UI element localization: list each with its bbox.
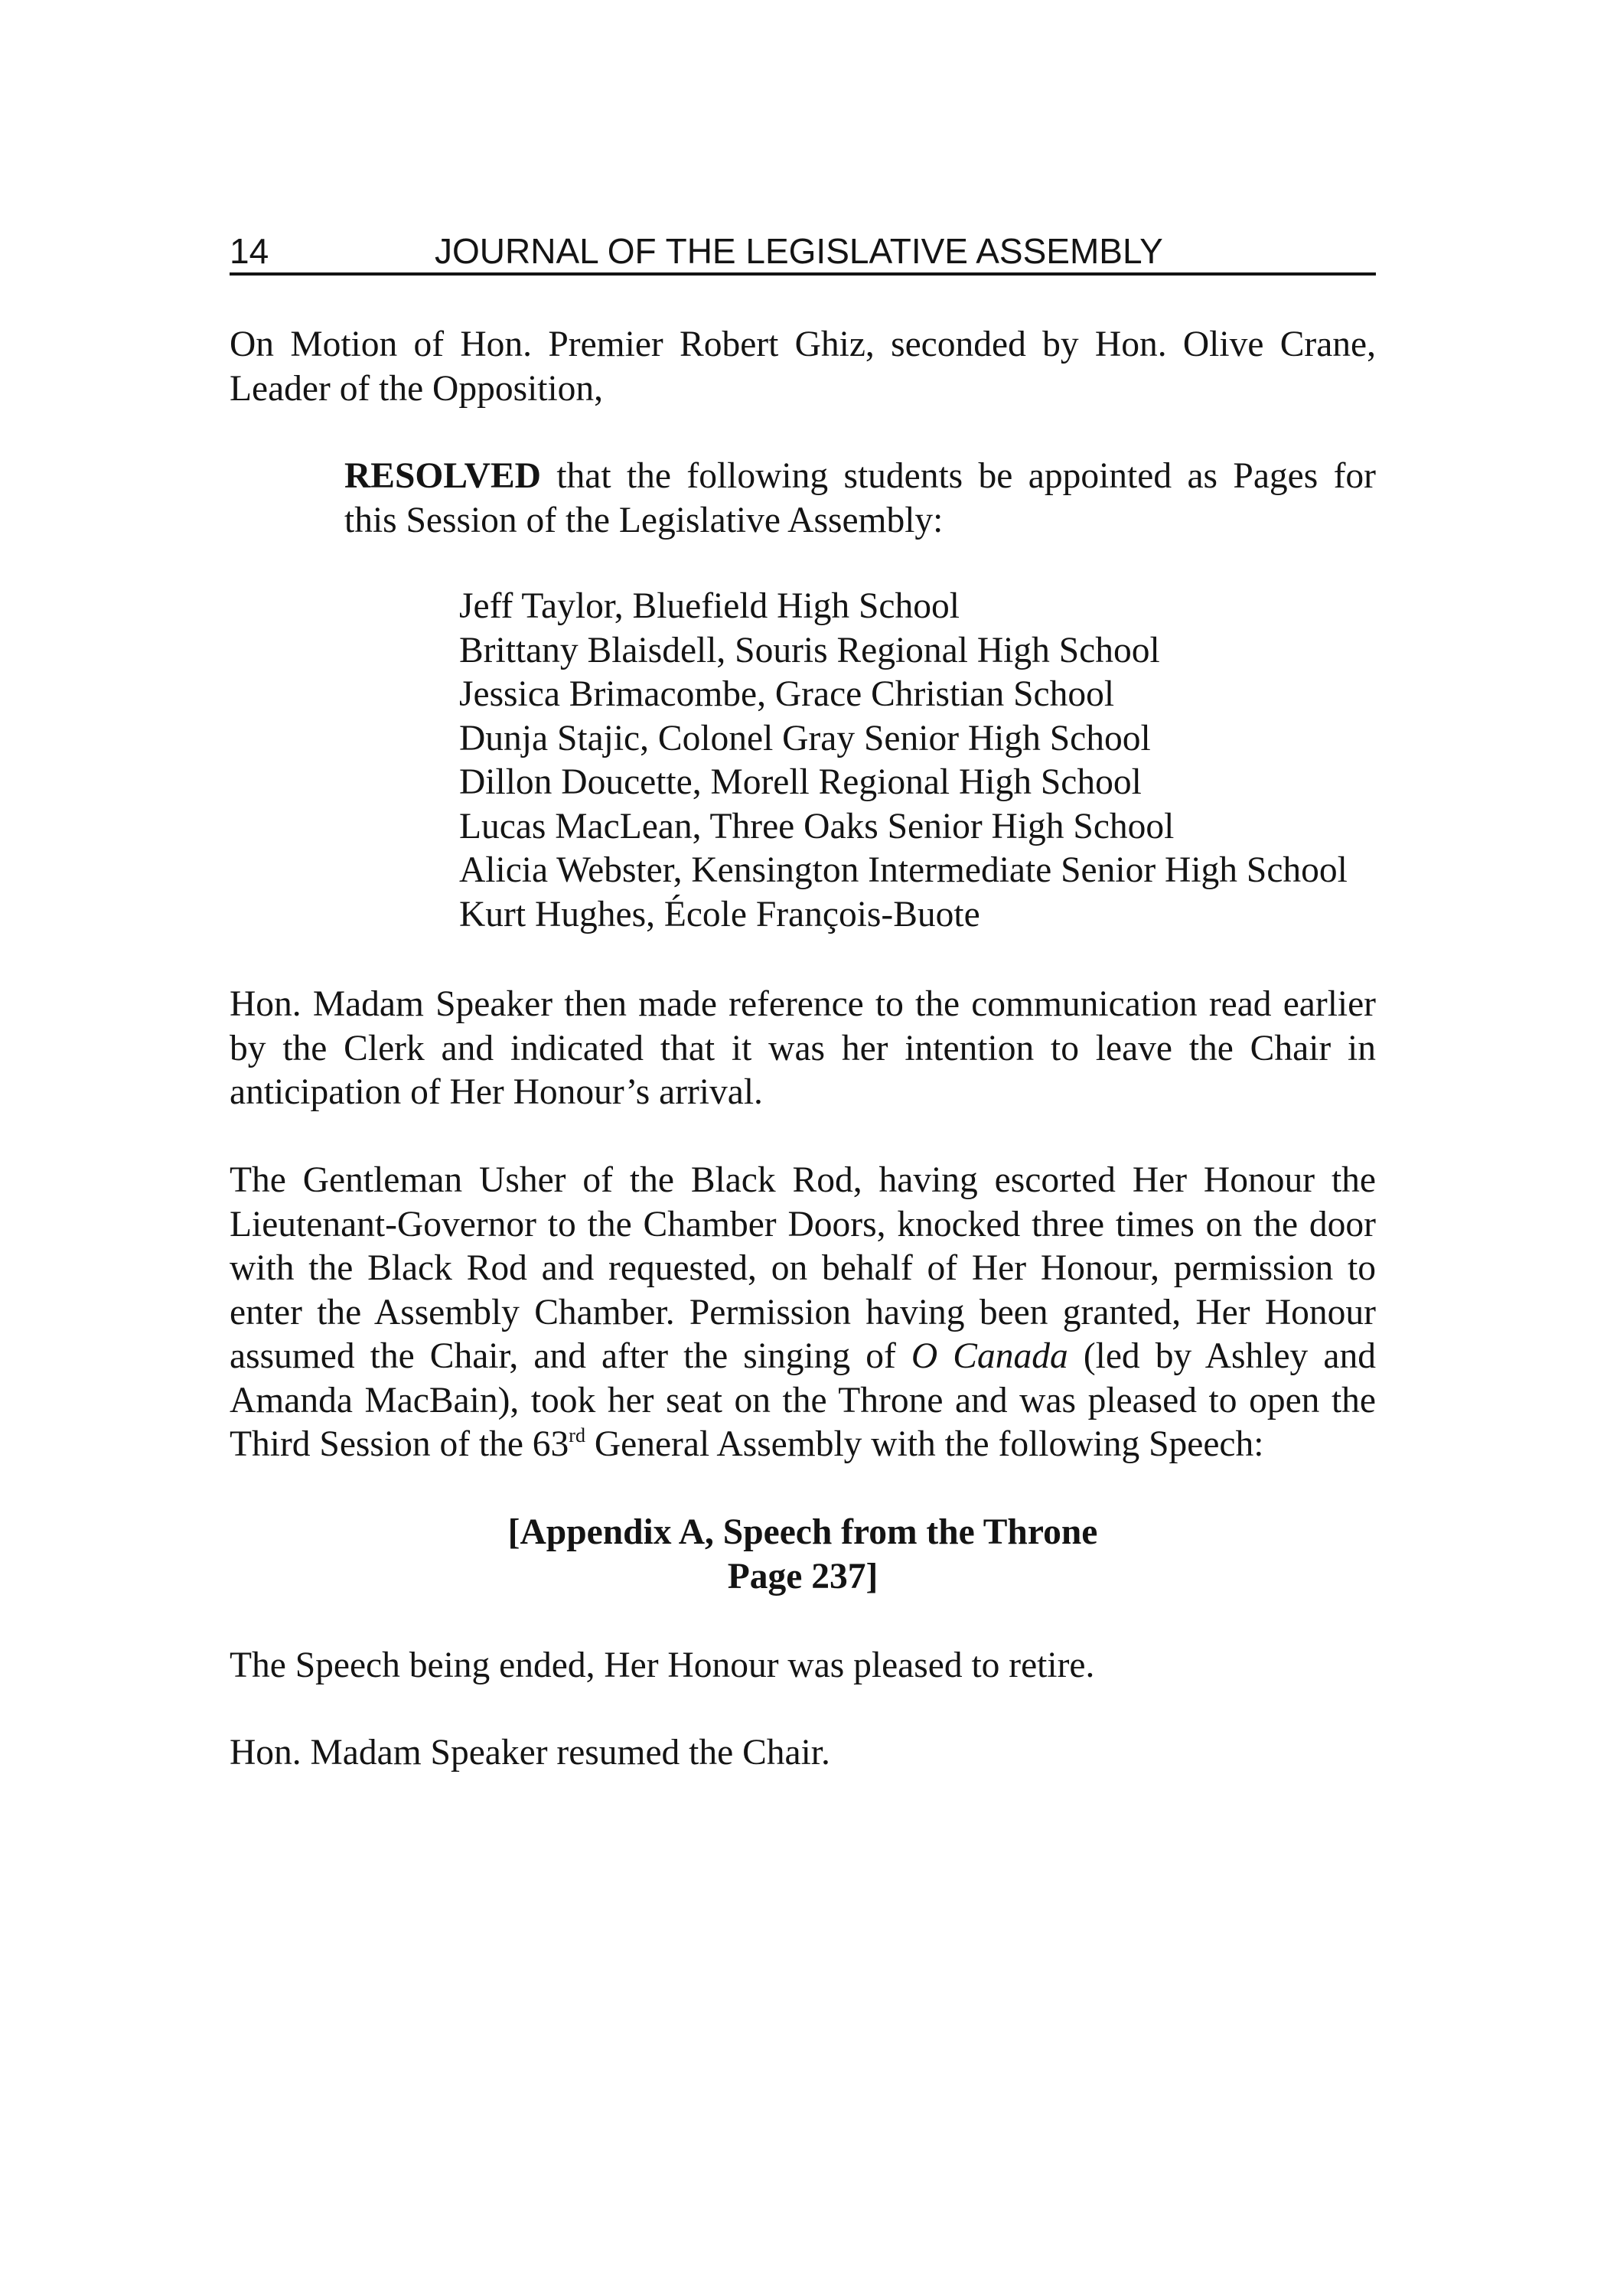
usher-text-part3: General Assembly with the following Speech: xyxy=(585,1424,1264,1464)
resolved-keyword: RESOLVED xyxy=(344,456,541,496)
speaker-reference-paragraph: Hon. Madam Speaker then made reference to the communication read earlier by the Clerk and indicated that it was her intention to leave the Chair in anticipation of Her Honour’s arrival. xyxy=(230,984,1376,1112)
usher-paragraph xyxy=(230,1159,1376,1467)
list-item: Alicia Webster, Kensington Intermediate Senior High School xyxy=(459,850,1348,890)
list-item: Kurt Hughes, École François-Buote xyxy=(459,894,980,934)
resolved-paragraph xyxy=(344,455,1376,543)
list-item: Lucas MacLean, Three Oaks Senior High School xyxy=(459,806,1175,846)
pages-list xyxy=(459,585,1377,937)
resolved-text: that the following students be appointed as Pages for this Session of the Legislative Assembly: xyxy=(344,456,1376,540)
usher-text-part1: The Gentleman Usher of the Black Rod, having escorted Her Honour the Lieutenant-Governor to the Chamber Doors, knocked three times on the door with the Black Rod and requested, on behalf of Her Honour, permission to enter the Assembly Chamber. Permission having been granted, Her Honour assumed the Chair, and after the singing of xyxy=(230,1160,1376,1376)
usher-text-part2: (led by Ashley and Amanda MacBain), took her seat on the Throne and was pleased to open the Third Session of the 63 xyxy=(230,1336,1376,1464)
list-item: Brittany Blaisdell, Souris Regional High School xyxy=(459,630,1160,670)
page-number: 14 xyxy=(230,231,269,271)
motion-paragraph: On Motion of Hon. Premier Robert Ghiz, seconded by Hon. Olive Crane, Leader of the Opposition, xyxy=(230,325,1376,409)
list-item: Dillon Doucette, Morell Regional High School xyxy=(459,762,1142,802)
list-item: Dunja Stajic, Colonel Gray Senior High School xyxy=(459,718,1151,758)
running-title: JOURNAL OF THE LEGISLATIVE ASSEMBLY xyxy=(435,231,1163,271)
page-header xyxy=(230,230,1376,276)
speaker-resumed-paragraph: Hon. Madam Speaker resumed the Chair. xyxy=(230,1733,830,1773)
appendix-line-1: [Appendix A, Speech from the Throne xyxy=(507,1512,1098,1552)
list-item: Jeff Taylor, Bluefield High School xyxy=(459,586,960,626)
anthem-title: O Canada xyxy=(911,1336,1068,1376)
ordinal-suffix: rd xyxy=(569,1424,585,1446)
list-item: Jessica Brimacombe, Grace Christian School xyxy=(459,674,1115,714)
appendix-line-2: Page 237] xyxy=(727,1556,878,1596)
appendix-reference xyxy=(230,1511,1376,1599)
speech-ended-paragraph: The Speech being ended, Her Honour was pleased to retire. xyxy=(230,1645,1095,1685)
